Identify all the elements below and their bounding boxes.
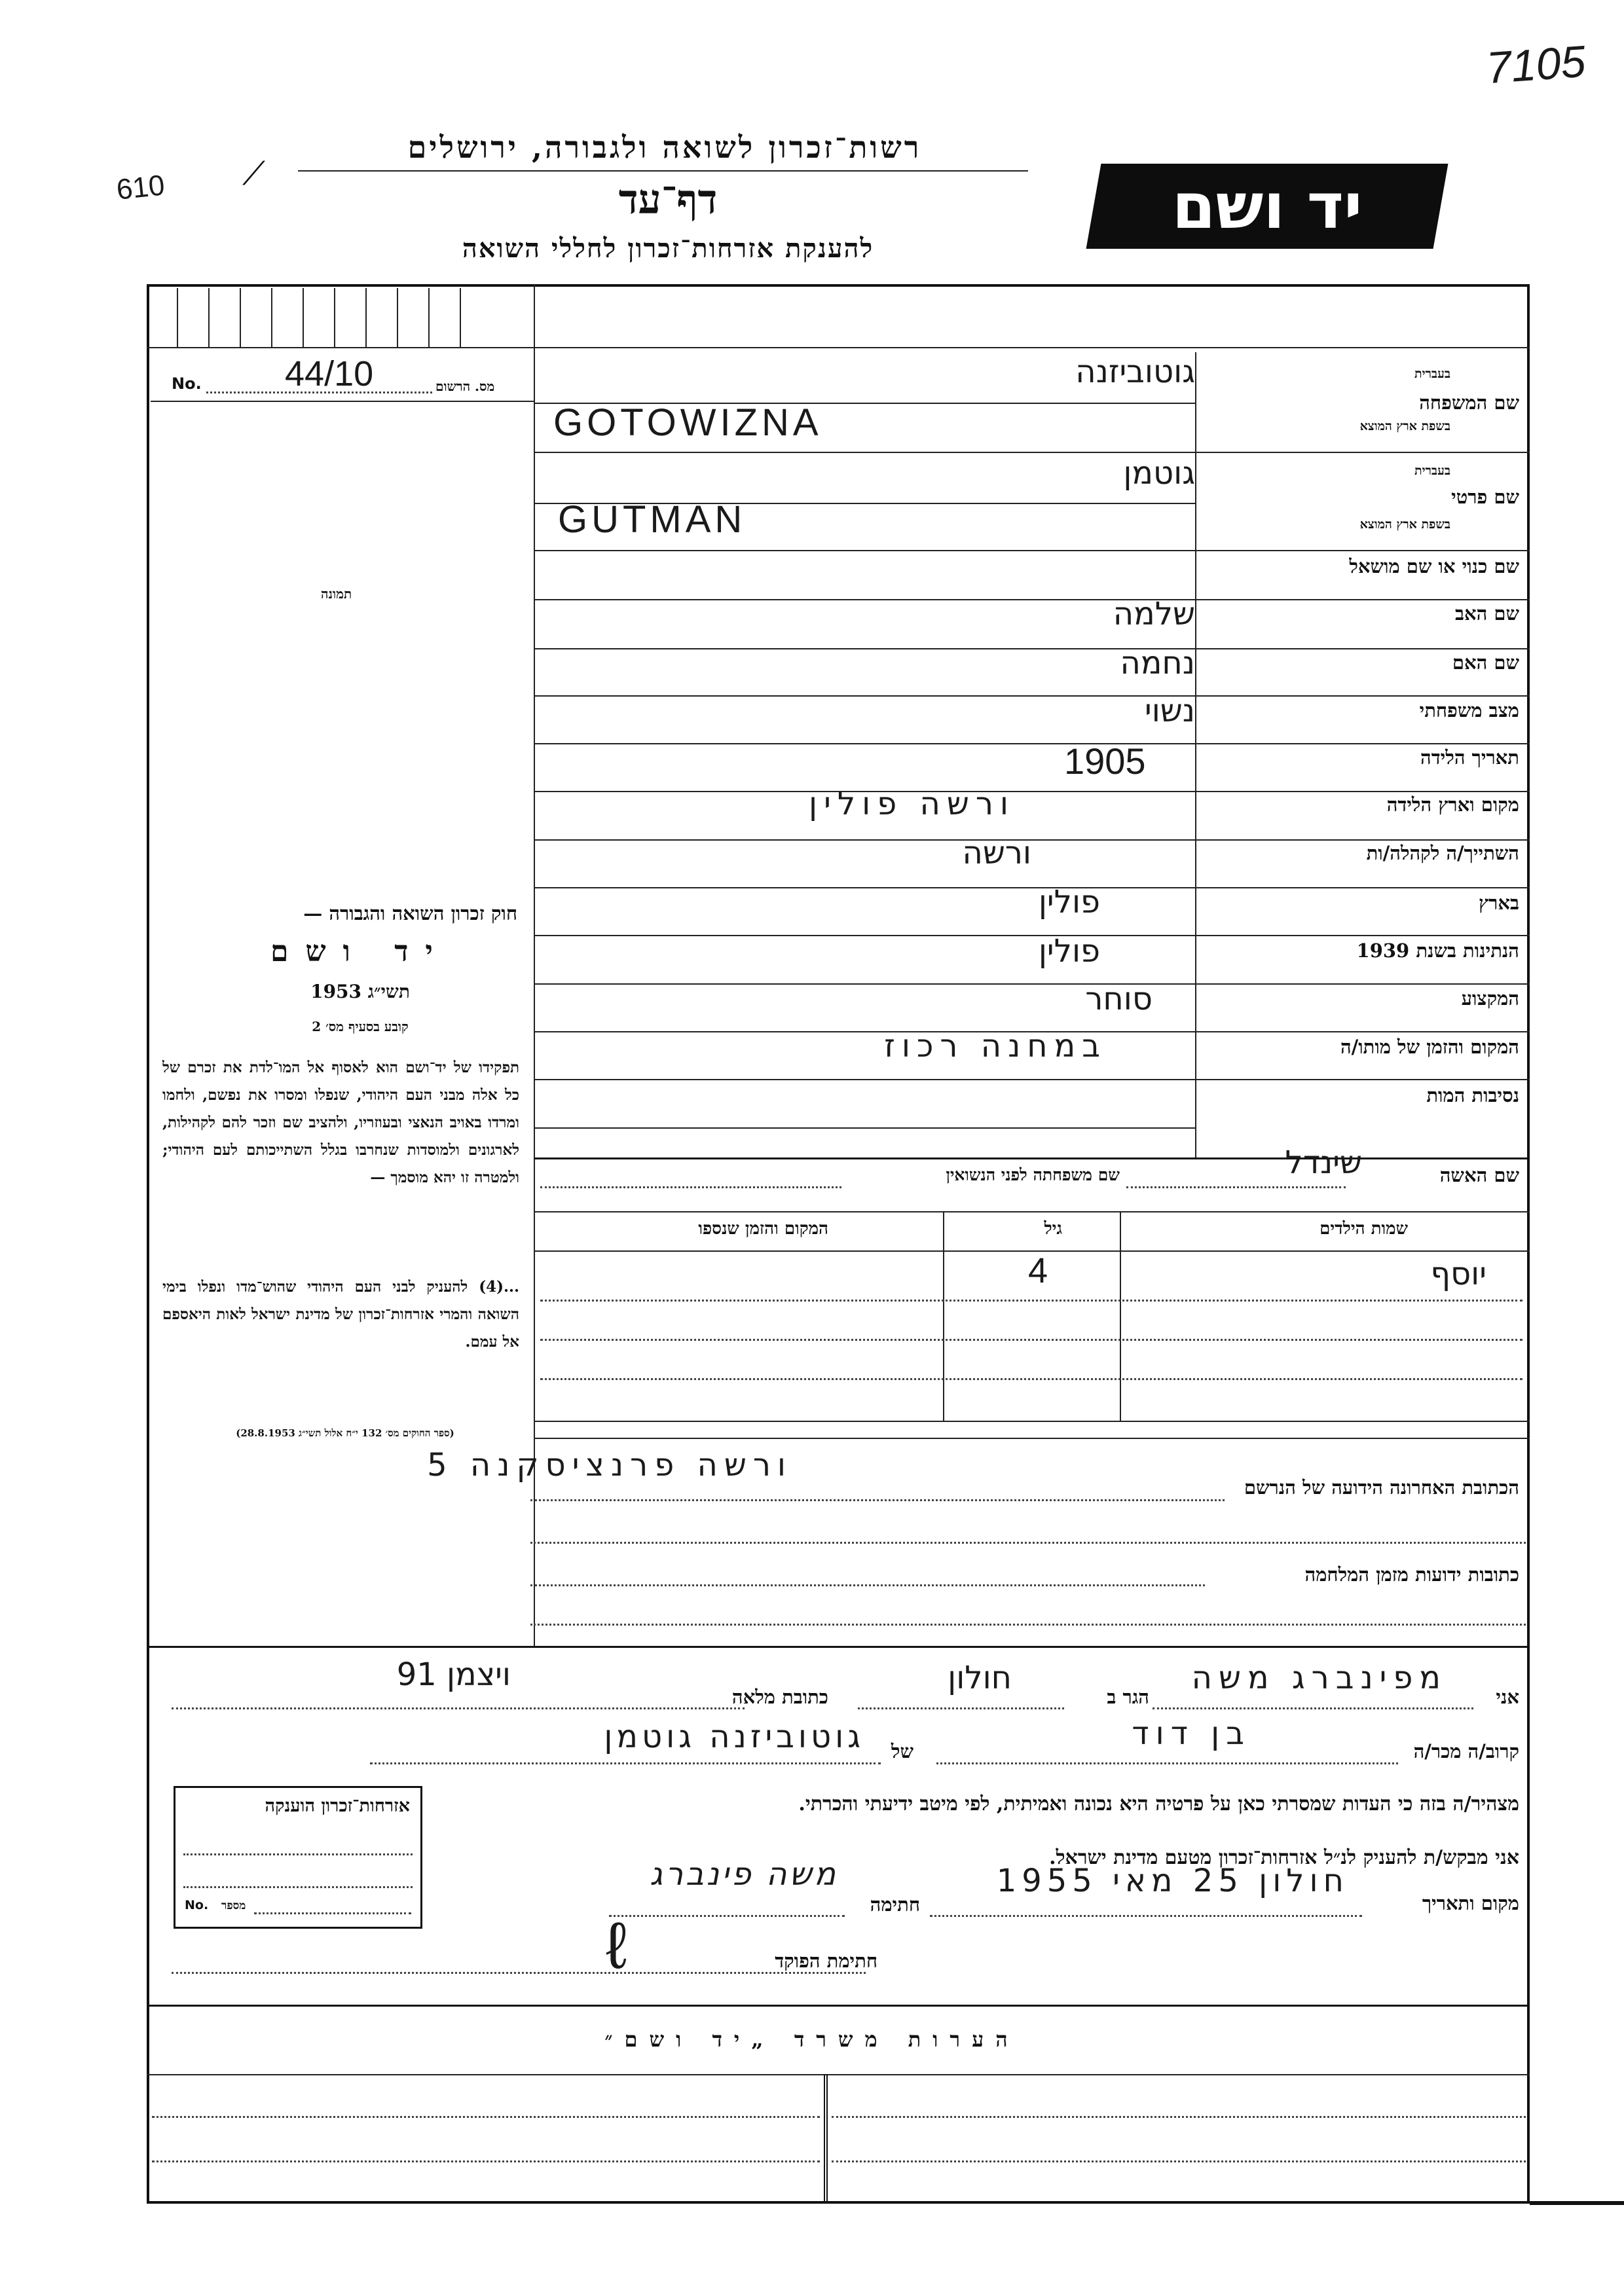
last-address-label: הכתובת האחרונה הידועה של הנרשם xyxy=(1244,1476,1519,1499)
relation-dots xyxy=(936,1762,1398,1764)
remarks-title: הערות משרד „יד ושם״ xyxy=(604,2027,1020,2052)
signature-dots xyxy=(609,1915,845,1917)
strip-box-8 xyxy=(397,288,398,347)
label-column-divider xyxy=(1195,352,1196,1157)
children-col-age: גיל xyxy=(1044,1219,1062,1239)
strip-box-2 xyxy=(208,288,210,347)
citizenship-box-dots xyxy=(183,1886,413,1888)
row-line-thick xyxy=(534,1157,1530,1159)
signature-label: חתימה xyxy=(870,1893,920,1916)
place-date-dots xyxy=(930,1915,1362,1917)
first-name-label: שם פרטי xyxy=(1451,486,1519,508)
row-line xyxy=(534,1079,1530,1080)
row-line xyxy=(534,695,1530,697)
child-age-value: 4 xyxy=(1028,1251,1048,1290)
address-full-label: כתובת מלאה xyxy=(731,1686,828,1708)
citizenship-1939-value: פולין xyxy=(1038,933,1100,970)
citizenship-granted-box xyxy=(174,1786,422,1929)
wife-name-label: שם האשה xyxy=(1439,1164,1519,1186)
strip-box-4 xyxy=(271,288,272,347)
birth-place-label: מקום וארץ הלידה xyxy=(1386,793,1519,816)
strip-box-3 xyxy=(240,288,241,347)
children-col-divider-2 xyxy=(943,1211,944,1421)
declarant-name-dots xyxy=(1153,1707,1473,1709)
officer-signature-dots xyxy=(172,1972,866,1974)
signature-value: משה פינברג xyxy=(650,1856,838,1893)
nickname-label: שם כנוי או שם מושאל xyxy=(1349,555,1519,577)
remarks-dots xyxy=(832,2116,1526,2118)
relation-label: קרוב/ה מכר/ה xyxy=(1413,1740,1519,1762)
row-line xyxy=(534,791,1530,792)
strip-box-6 xyxy=(334,288,335,347)
birth-date-label: תאריך הלידה xyxy=(1420,746,1519,769)
place-date-value: חולון 25 מאי 1955 xyxy=(996,1863,1349,1899)
law-year: תשי״ג 1953 xyxy=(310,981,410,1002)
wartime-address-label: כתובות ידועות מזמן המלחמה xyxy=(1304,1563,1519,1586)
resides-label: הגר ב xyxy=(1107,1686,1149,1708)
row-line xyxy=(534,887,1530,888)
profession-label: המקצוע xyxy=(1461,987,1519,1010)
corner-archive-number: 7105 xyxy=(1485,36,1587,94)
authority-name: רשות־זכרון לשואה ולגבורה, ירושלים xyxy=(407,130,922,165)
children-row-dots xyxy=(540,1339,1522,1341)
officer-signature-label: חתימת הפוקד xyxy=(775,1950,877,1972)
death-place-value: במחנה רכוז xyxy=(884,1028,1107,1065)
remarks-box-top xyxy=(147,2074,1530,2075)
family-name-origin-sub: בשפת ארץ המוצא xyxy=(1359,419,1450,433)
country-label: בארץ xyxy=(1479,892,1519,914)
row-line xyxy=(534,935,1530,936)
profession-value: סוחר xyxy=(1085,981,1153,1017)
first-name-origin-value: GUTMAN xyxy=(558,498,747,541)
strip-box-7 xyxy=(365,288,367,347)
last-address-dots xyxy=(530,1499,1225,1501)
declarant-section-top xyxy=(147,1646,1530,1648)
birth-place-value: ורשה פולין xyxy=(809,786,1015,822)
wartime-address-extra-dots xyxy=(530,1624,1526,1626)
citizenship-1939-label: הנתינות בשנת 1939 xyxy=(1356,939,1519,962)
remarks-divider xyxy=(824,2074,828,2204)
remarks-dots xyxy=(152,2160,820,2162)
death-circumstances-label: נסיבות המות xyxy=(1426,1084,1519,1106)
family-name-hebrew-sub: בעברית xyxy=(1414,367,1450,381)
row-line xyxy=(534,983,1530,985)
citizenship-box-number-he: מספר xyxy=(221,1899,246,1912)
law-text-1: תפקידו של יד־ושם הוא לאסוף אל המו־לדת את זכרם של כל אלה מבני העם היהודי, שנפלו ומסרו את נפשם, ולחמו ומרדו באויב הנאצי ובעוזריו, ולהציב שם וזכר להם לקהילות, לארגונים ולמוסדות שנחרבו בגלל השתייכותם לעם היהודי; ולמטרה זו יהא מוסמך — xyxy=(162,1059,519,1186)
declarant-name-value: מפינברג משה xyxy=(1191,1660,1447,1696)
last-address-value: ורשה פרנציסקנה 5 xyxy=(427,1447,792,1484)
marital-status-value: נשוי xyxy=(1144,693,1195,729)
law-name: יד ושם xyxy=(270,935,450,968)
resides-value: חולון xyxy=(948,1660,1012,1696)
row-line xyxy=(534,403,1195,404)
citizenship-box-title: אזרחות־זכרון הוענקה xyxy=(265,1796,410,1816)
strip-box-1 xyxy=(177,288,178,347)
law-clause: קובע בסעיף מס׳ 2 xyxy=(312,1019,409,1034)
registration-no-label-he: מס. הרשום xyxy=(435,378,495,394)
registration-underline xyxy=(151,401,534,402)
address-full-dots xyxy=(172,1707,745,1709)
community-value: ורשה xyxy=(962,835,1031,871)
wartime-address-dots xyxy=(530,1584,1205,1586)
relation-value: בן דוד xyxy=(1132,1715,1251,1752)
yad-vashem-logo xyxy=(1086,164,1449,249)
of-dots xyxy=(370,1762,881,1764)
address-extra-dots xyxy=(530,1542,1526,1544)
birth-date-value: 1905 xyxy=(1064,740,1146,782)
wife-maiden-label: שם משפחתה לפני הנשואין xyxy=(946,1165,1120,1184)
row-line xyxy=(534,503,1195,504)
registration-no-value: 44/10 xyxy=(285,354,374,393)
row-line xyxy=(534,550,1530,551)
law-title: חוק זכרון השואה והגבורה — xyxy=(303,902,517,924)
row-line xyxy=(534,599,1530,600)
father-name-label: שם האב xyxy=(1454,602,1519,625)
request-text: אני מבקש/ת להעניק לנ״ל אזרחות־זכרון מטעם מדינת ישראל. xyxy=(1049,1846,1519,1869)
law-source: (ספר החוקים מס׳ 132 י״ח אלול תשי״ג 28.8.1953) xyxy=(236,1427,454,1439)
row-line xyxy=(534,839,1530,841)
remarks-dots xyxy=(832,2160,1526,2162)
remarks-top xyxy=(147,2005,1530,2007)
strip-box-5 xyxy=(303,288,304,347)
of-value: גוטוביזנה גוטמן xyxy=(604,1719,864,1755)
mother-name-value: נחמה xyxy=(1120,645,1195,682)
declarant-i-label: אני xyxy=(1496,1686,1519,1708)
children-table-top xyxy=(534,1211,1530,1212)
side-number: 610 xyxy=(115,169,166,206)
children-col-names: שמות הילדים xyxy=(1320,1219,1408,1239)
first-name-origin-sub: בשפת ארץ המוצא xyxy=(1359,517,1450,532)
children-row-dots xyxy=(540,1378,1522,1380)
authority-underline xyxy=(298,170,1028,172)
logo-text: יד ושם xyxy=(1172,170,1363,243)
row-line xyxy=(534,743,1530,744)
remarks-dots xyxy=(152,2116,820,2118)
left-panel-divider xyxy=(534,284,535,1646)
resides-dots xyxy=(858,1707,1064,1709)
law-text-2: ...(4) להעניק לבני העם היהודי שהוש־מדו ונפלו בימי השואה והמרי אזרחות־זכרון של מדינת ישראל לאות היאספם אל עמם. xyxy=(162,1278,519,1351)
declaration-text: מצהיר/ה בזה כי העדות שמסרתי כאן על פרטיה היא נכונה ואמיתית, לפי מיטב ידיעתי והכרתי. xyxy=(798,1793,1519,1815)
wife-name-value: שינדל xyxy=(1285,1144,1362,1181)
family-name-origin-value: GOTOWIZNA xyxy=(553,401,822,444)
children-table-bottom xyxy=(534,1421,1530,1422)
first-name-hebrew-value: גוטמן xyxy=(1123,455,1195,492)
citizenship-box-number-en: No. xyxy=(185,1898,209,1912)
family-name-label: שם המשפחה xyxy=(1419,392,1519,414)
row-line xyxy=(534,452,1530,453)
address-full-value: ויצמן 91 xyxy=(396,1656,511,1693)
registration-no-label: No. xyxy=(172,374,202,393)
row-line xyxy=(534,1127,1195,1129)
bottom-rule xyxy=(1530,2201,1624,2205)
row-line xyxy=(534,648,1530,649)
wife-maiden-dots xyxy=(540,1186,841,1188)
strip-box-10 xyxy=(460,288,461,347)
mother-name-label: שם האם xyxy=(1452,651,1519,674)
addresses-top xyxy=(534,1438,1530,1439)
children-row-dots xyxy=(540,1300,1522,1302)
of-label: של xyxy=(891,1740,913,1762)
family-name-hebrew-value: גוטוביזנה xyxy=(1075,354,1195,390)
citizenship-box-dots xyxy=(183,1853,413,1855)
marital-status-label: מצב משפחתי xyxy=(1419,699,1519,721)
father-name-value: שלמה xyxy=(1113,596,1195,632)
citizenship-box-number-dots xyxy=(254,1912,411,1914)
place-date-label: מקום ותאריך xyxy=(1422,1892,1519,1914)
page-title: דף־עד xyxy=(618,175,718,223)
community-label: השתייך/ה לקהלה/ות xyxy=(1366,842,1519,864)
wife-name-dots xyxy=(1126,1186,1346,1188)
child-name-value: יוסף xyxy=(1430,1256,1486,1292)
first-name-hebrew-sub: בעברית xyxy=(1414,464,1450,478)
photo-label: תמונה xyxy=(321,586,352,602)
death-place-label: המקום והזמן של מותו/ה xyxy=(1340,1036,1519,1058)
children-col-divider-1 xyxy=(1120,1211,1121,1421)
officer-signature-mark: ℓ xyxy=(606,1909,627,1982)
top-strip-line xyxy=(147,347,1530,348)
pen-mark: ⟋ xyxy=(242,155,265,192)
page-subtitle: להענקת אזרחות־זכרון לחללי השואה xyxy=(462,233,874,264)
strip-box-9 xyxy=(428,288,430,347)
children-col-place: המקום והזמן שנספו xyxy=(698,1219,828,1239)
country-value: פולין xyxy=(1038,884,1100,920)
